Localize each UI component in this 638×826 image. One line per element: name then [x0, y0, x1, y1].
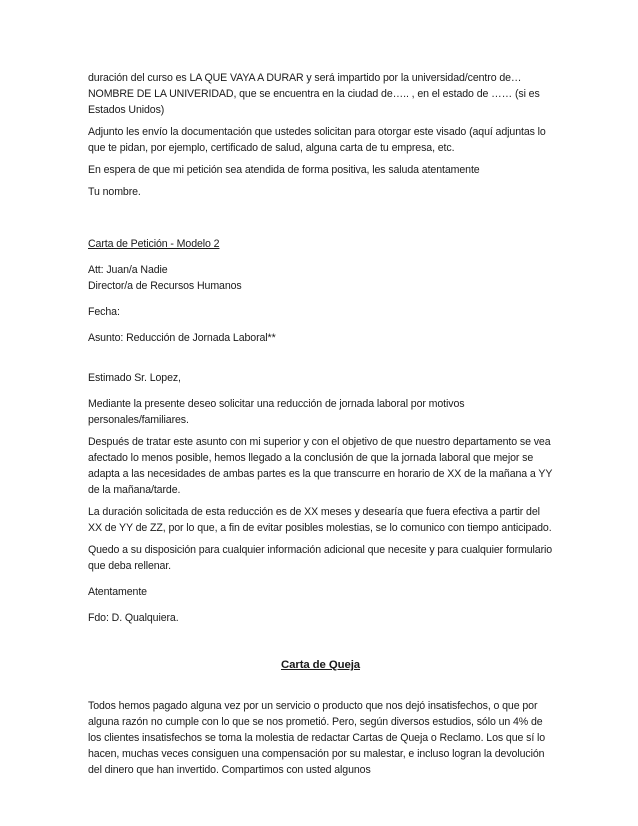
body-paragraph-request: Mediante la presente deseo solicitar una reducción de jornada laboral por motivos personales/familiares. — [88, 398, 465, 426]
paragraph-awaiting-response: En espera de que mi petición sea atendida de forma positiva, les saluda atentamente — [88, 164, 480, 176]
paragraph-signature-name: Tu nombre. — [88, 186, 141, 198]
greeting: Estimado Sr. Lopez, — [88, 372, 181, 384]
letter-heading: Carta de Petición - Modelo 2 — [88, 238, 220, 250]
attention-title: Director/a de Recursos Humanos — [88, 280, 242, 292]
body-paragraph-schedule: Después de tratar este asunto con mi superior y con el objetivo de que nuestro departamento se vea afectado lo menos posible, hemos llegado a la conclusión de que la jornada laboral que mejor se adapta a las necesidades de ambas partes es la que transcurre en horario de XX de la mañana a YY de la mañana/tarde. — [88, 436, 553, 496]
date-line: Fecha: — [88, 306, 120, 318]
paragraph-course-duration: duración del curso es LA QUE VAYA A DURAR y será impartido por la universidad/centro de… NOMBRE DE LA UNIVERIDAD, que se encuentra en la ciudad de….. , en el estado de …… (si es Estados Unidos) — [88, 72, 540, 116]
signature: Fdo: D. Qualquiera. — [88, 612, 179, 624]
section-title: Carta de Queja — [281, 659, 360, 671]
attention-line: Att: Juan/a Nadie — [88, 264, 168, 276]
section-intro-paragraph: Todos hemos pagado alguna vez por un servicio o producto que nos dejó insatisfechos, o que por alguna razón no cumple con lo que se nos prometió. Pero, según diversos estudios, sólo un 4% de los clientes insatisfechos se toma la molestia de redactar Cartas de Queja o Reclamo. Los que sí lo hacen, muchas veces consiguen una compensación por su malestar, e incluso logran la devolución del dinero que han invertido. Compartimos con usted algunos — [88, 700, 546, 776]
paragraph-attached-documents: Adjunto les envío la documentación que ustedes solicitan para otorgar este visado (aquí adjuntas lo que te pidan, por ejemplo, certificado de salud, alguna carta de tu empresa, etc. — [88, 126, 546, 154]
subject-line: Asunto: Reducción de Jornada Laboral** — [88, 332, 276, 344]
body-paragraph-duration: La duración solicitada de esta reducción es de XX meses y desearía que fuera efectiva a partir del XX de YY de ZZ, por lo que, a fin de evitar posibles molestias, se lo comunico con tiempo anticipado. — [88, 506, 552, 534]
document-page — [88, 70, 553, 778]
closing: Atentamente — [88, 586, 147, 598]
body-paragraph-availability: Quedo a su disposición para cualquier información adicional que necesite y para cualquier formulario que deba rellenar. — [88, 544, 553, 572]
